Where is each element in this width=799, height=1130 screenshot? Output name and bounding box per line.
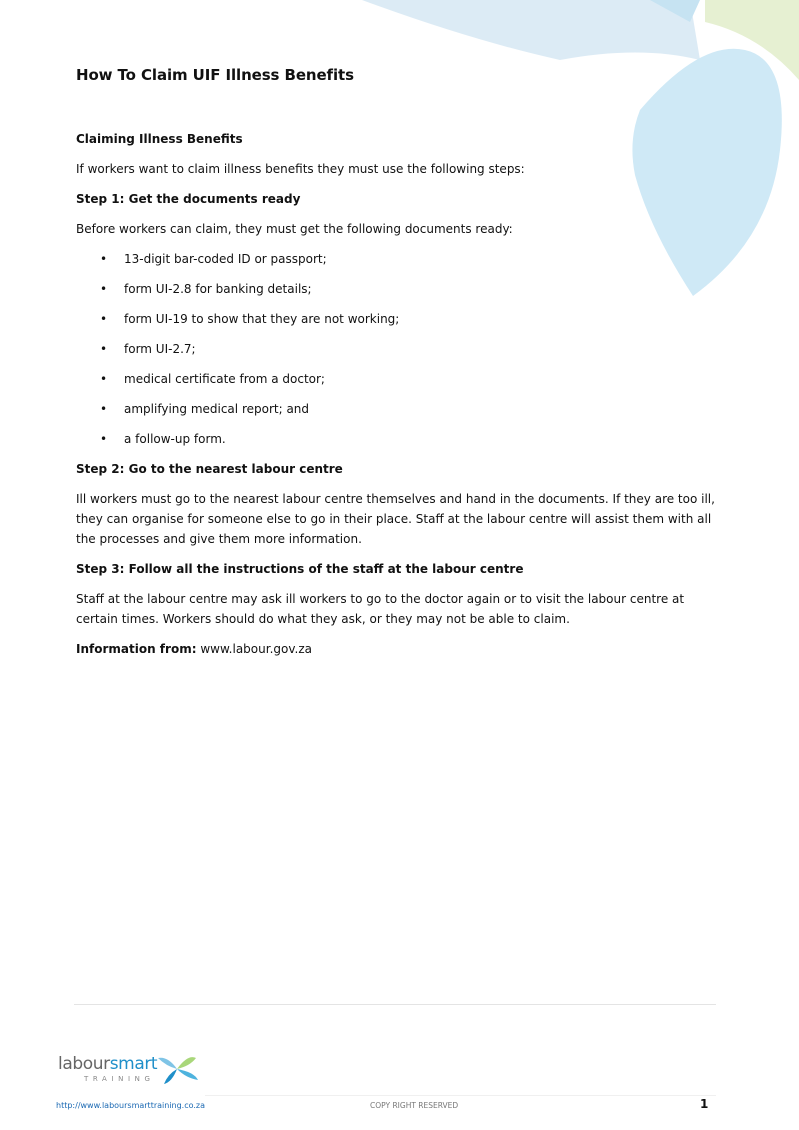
page-number: 1 <box>700 1097 709 1111</box>
laboursmart-logo <box>58 1052 208 1088</box>
list-item: • medical certificate from a doctor; <box>76 369 721 389</box>
document-title: How To Claim UIF Illness Benefits <box>76 66 354 84</box>
bullet-icon: • <box>100 312 108 326</box>
bullet-icon: • <box>100 432 108 446</box>
step1-text: Before workers can claim, they must get the following documents ready: <box>76 222 513 236</box>
document-body <box>76 66 721 659</box>
list-item: • form UI-2.8 for banking details; <box>76 279 721 299</box>
logo-tagline: TRAINING <box>84 1075 155 1083</box>
bullet-icon: • <box>100 402 108 416</box>
list-item: • form UI-19 to show that they are not working; <box>76 309 721 329</box>
step2-text: Ill workers must go to the nearest labour centre themselves and hand in the documents. If they are too ill, they can organise for someone else to go in their place. Staff at the labour centre will assist them with all the processes and give them more information. <box>76 492 715 546</box>
footer-rule <box>205 1095 716 1096</box>
section-heading: Claiming Illness Benefits <box>76 132 243 146</box>
pinwheel-logo-icon <box>154 1052 200 1086</box>
list-item: • form UI-2.7; <box>76 339 721 359</box>
logo-wordmark: laboursmart <box>58 1054 158 1074</box>
list-item: • 13-digit bar-coded ID or passport; <box>76 249 721 269</box>
step3-text: Staff at the labour centre may ask ill workers to go to the doctor again or to visit the labour centre at certain times. Workers should do what they ask, or they may not be able to claim. <box>76 592 685 626</box>
bullet-icon: • <box>100 372 108 386</box>
list-item: • amplifying medical report; and <box>76 399 721 419</box>
information-source <box>76 639 721 659</box>
info-link[interactable]: www.labour.gov.za <box>200 642 312 656</box>
info-label: Information from: <box>76 642 197 656</box>
list-item: • a follow-up form. <box>76 429 721 449</box>
bullet-icon: • <box>100 252 108 266</box>
intro-text: If workers want to claim illness benefits they must use the following steps: <box>76 162 525 176</box>
bullet-icon: • <box>100 342 108 356</box>
footer-copyright: COPY RIGHT RESERVED <box>370 1101 459 1110</box>
footer-website-link[interactable]: http://www.laboursmarttraining.co.za <box>56 1101 206 1110</box>
documents-list <box>76 249 721 449</box>
bullet-icon: • <box>100 282 108 296</box>
step3-heading: Step 3: Follow all the instructions of the staff at the labour centre <box>76 562 524 576</box>
step1-heading: Step 1: Get the documents ready <box>76 192 301 206</box>
footer-divider <box>74 1004 716 1005</box>
step2-heading: Step 2: Go to the nearest labour centre <box>76 462 343 476</box>
